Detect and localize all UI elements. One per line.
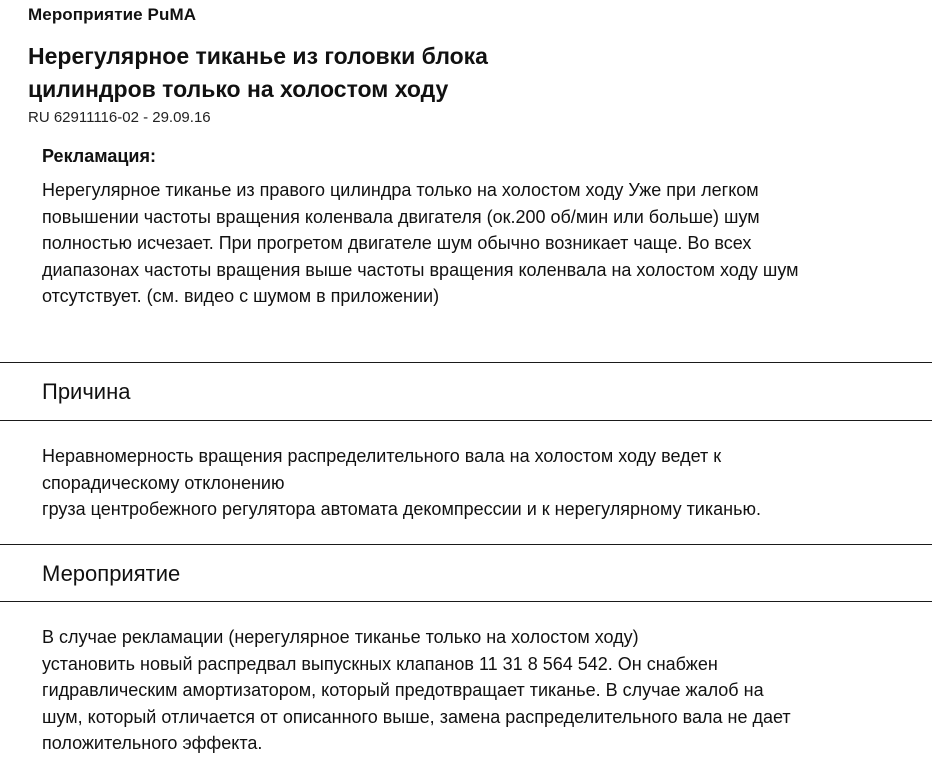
cause-line: Неравномерность вращения распределительного вала на холостом ходу ведет к [42, 446, 722, 466]
section-divider [0, 544, 932, 545]
document-title-line: цилиндров только на холостом ходу [28, 76, 449, 102]
cause-heading: Причина [42, 379, 131, 404]
cause-line: спорадическому отклонению [42, 472, 285, 493]
document-title [28, 40, 628, 106]
cause-text [42, 443, 922, 523]
measure-line: шум, который отличается от описанного выше, замена распределительного вала не дает [42, 706, 791, 727]
measure-line: В случае рекламации (нерегулярное тиканье только на холостом ходу) [42, 627, 639, 647]
measure-line: положительного эффекта. [42, 733, 263, 753]
complaint-line: диапазонах частоты вращения выше частоты вращения коленвала на холостом ходу шум [42, 259, 799, 280]
document-type-label: Мероприятие PuMA [28, 5, 197, 24]
complaint-line: Нерегулярное тиканье из правого цилиндра только на холостом ходу Уже при легком [42, 180, 759, 200]
measure-heading: Мероприятие [42, 561, 181, 586]
section-divider [0, 362, 932, 363]
cause-line: груза центробежного регулятора автомата декомпрессии и к нерегулярному тиканью. [42, 499, 761, 519]
complaint-text [42, 177, 922, 310]
section-divider [0, 420, 932, 421]
complaint-line: отсутствует. (см. видео с шумом в приложении) [42, 286, 440, 306]
section-divider [0, 601, 932, 602]
document-id: RU 62911116-02 - 29.09.16 [28, 109, 211, 126]
document-title-line: Нерегулярное тиканье из головки блока [28, 43, 488, 69]
measure-text [42, 624, 922, 757]
complaint-line: повышении частоты вращения коленвала двигателя (ок.200 об/мин или больше) шум [42, 206, 760, 227]
measure-line: установить новый распредвал выпускных клапанов 11 31 8 564 542. Он снабжен [42, 653, 718, 674]
complaint-line: полностью исчезает. При прогретом двигателе шум обычно возникает чаще. Во всех [42, 233, 752, 253]
measure-line: гидравлическим амортизатором, который предотвращает тиканье. В случае жалоб на [42, 680, 764, 700]
complaint-heading: Рекламация: [42, 146, 156, 166]
